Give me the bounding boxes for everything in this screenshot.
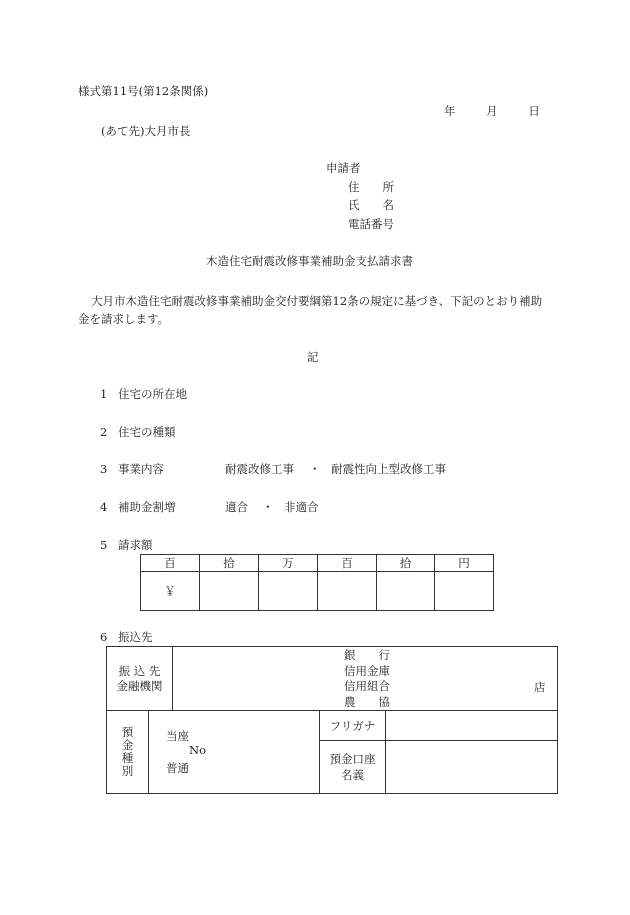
deposit-type-label-char-3: 種: [121, 751, 134, 765]
bank-institution-label-2: 金融機関: [116, 678, 163, 693]
deposit-type-cell[interactable]: [149, 711, 320, 794]
account-holder-label-cell: [320, 741, 386, 794]
applicant-label: 申請者: [326, 161, 361, 175]
account-holder-label-1: 預金口座: [329, 752, 376, 766]
bank-type-nokyo: 農 協: [344, 694, 390, 709]
item-3-option-1: 耐震改修工事: [225, 462, 294, 476]
account-holder-input-cell[interactable]: [386, 741, 558, 794]
amount-header-tens-man: 拾: [200, 555, 259, 572]
applicant-phone-label: 電話番号: [348, 217, 394, 231]
item-1-number: 1: [100, 387, 108, 401]
yen-symbol: ￥: [164, 584, 176, 598]
item-3-option-2: 耐震性向上型改修工事: [331, 462, 446, 476]
deposit-type-label-char-1: 預: [121, 725, 134, 739]
applicant-address-label: 住 所: [348, 180, 394, 194]
deposit-type-savings: 普通: [166, 761, 189, 775]
bank-transfer-table: [106, 646, 558, 794]
amount-cell-hundreds[interactable]: [318, 572, 377, 611]
ki-heading: 記: [307, 350, 319, 364]
furigana-label: フリガナ: [329, 718, 376, 733]
furigana-input-cell[interactable]: [386, 711, 558, 741]
item-2-number: 2: [100, 425, 108, 439]
item-4-option-1: 適合: [225, 500, 248, 514]
bank-institution-label-1: 振 込 先: [118, 663, 161, 678]
bank-institution-label-cell: [107, 647, 173, 711]
addressee: (あて先)大月市長: [101, 124, 191, 138]
item-5-number: 5: [100, 538, 108, 552]
item-1-label: 住宅の所在地: [118, 387, 187, 401]
date-line: [444, 104, 540, 118]
amount-header-yen: 円: [435, 555, 494, 572]
bank-type-list: [344, 648, 390, 710]
deposit-type-label-cell: [107, 711, 149, 794]
item-4-separator: ・: [262, 500, 274, 514]
bank-type-shinkin: 信用金庫: [344, 663, 390, 678]
amount-cell-tens[interactable]: [377, 572, 435, 611]
deposit-type-label-char-2: 金: [121, 738, 134, 752]
amount-header-hundreds: 百: [318, 555, 377, 572]
item-6-label: 振込先: [118, 630, 153, 644]
deposit-type-current: 当座: [166, 729, 189, 743]
amount-table: [140, 554, 494, 611]
amount-header-hundreds-man: 百: [141, 555, 200, 572]
item-3-separator: ・: [309, 462, 321, 476]
item-4-label: 補助金割増: [118, 500, 176, 514]
amount-cell-tens-man[interactable]: [200, 572, 259, 611]
amount-header-man: 万: [259, 555, 318, 572]
date-year: 年: [444, 104, 456, 118]
date-day: 日: [528, 104, 540, 118]
item-4-number: 4: [100, 500, 108, 514]
amount-cell-hundreds-man[interactable]: [141, 572, 200, 611]
account-number-label: No: [189, 743, 206, 757]
bank-institution-name-cell[interactable]: [173, 647, 558, 711]
document-title: 木造住宅耐震改修事業補助金支払請求書: [206, 254, 413, 268]
bank-type-bank: 銀 行: [344, 648, 390, 662]
item-2-label: 住宅の種類: [118, 425, 176, 439]
item-5-label: 請求額: [118, 538, 153, 552]
branch-label: 店: [534, 680, 546, 694]
amount-header-tens: 拾: [377, 555, 435, 572]
amount-cell-yen[interactable]: [435, 572, 494, 611]
item-6-number: 6: [100, 630, 108, 644]
amount-cell-man[interactable]: [259, 572, 318, 611]
body-text-line-2: 金を請求します。: [78, 312, 170, 326]
applicant-name-label: 氏 名: [348, 198, 394, 212]
item-4-option-2: 非適合: [284, 500, 319, 514]
item-3-number: 3: [100, 462, 108, 476]
deposit-type-label-char-4: 別: [121, 764, 134, 778]
furigana-label-cell: [320, 711, 386, 741]
account-holder-label-2: 名義: [341, 768, 364, 782]
bank-type-credit-union: 信用組合: [344, 679, 390, 693]
item-3-label: 事業内容: [118, 462, 164, 476]
form-number: 様式第11号(第12条関係): [78, 84, 209, 98]
body-text-line-1: 大月市木造住宅耐震改修事業補助金交付要綱第12条の規定に基づき、下記のとおり補助: [91, 294, 543, 308]
date-month: 月: [486, 104, 498, 118]
